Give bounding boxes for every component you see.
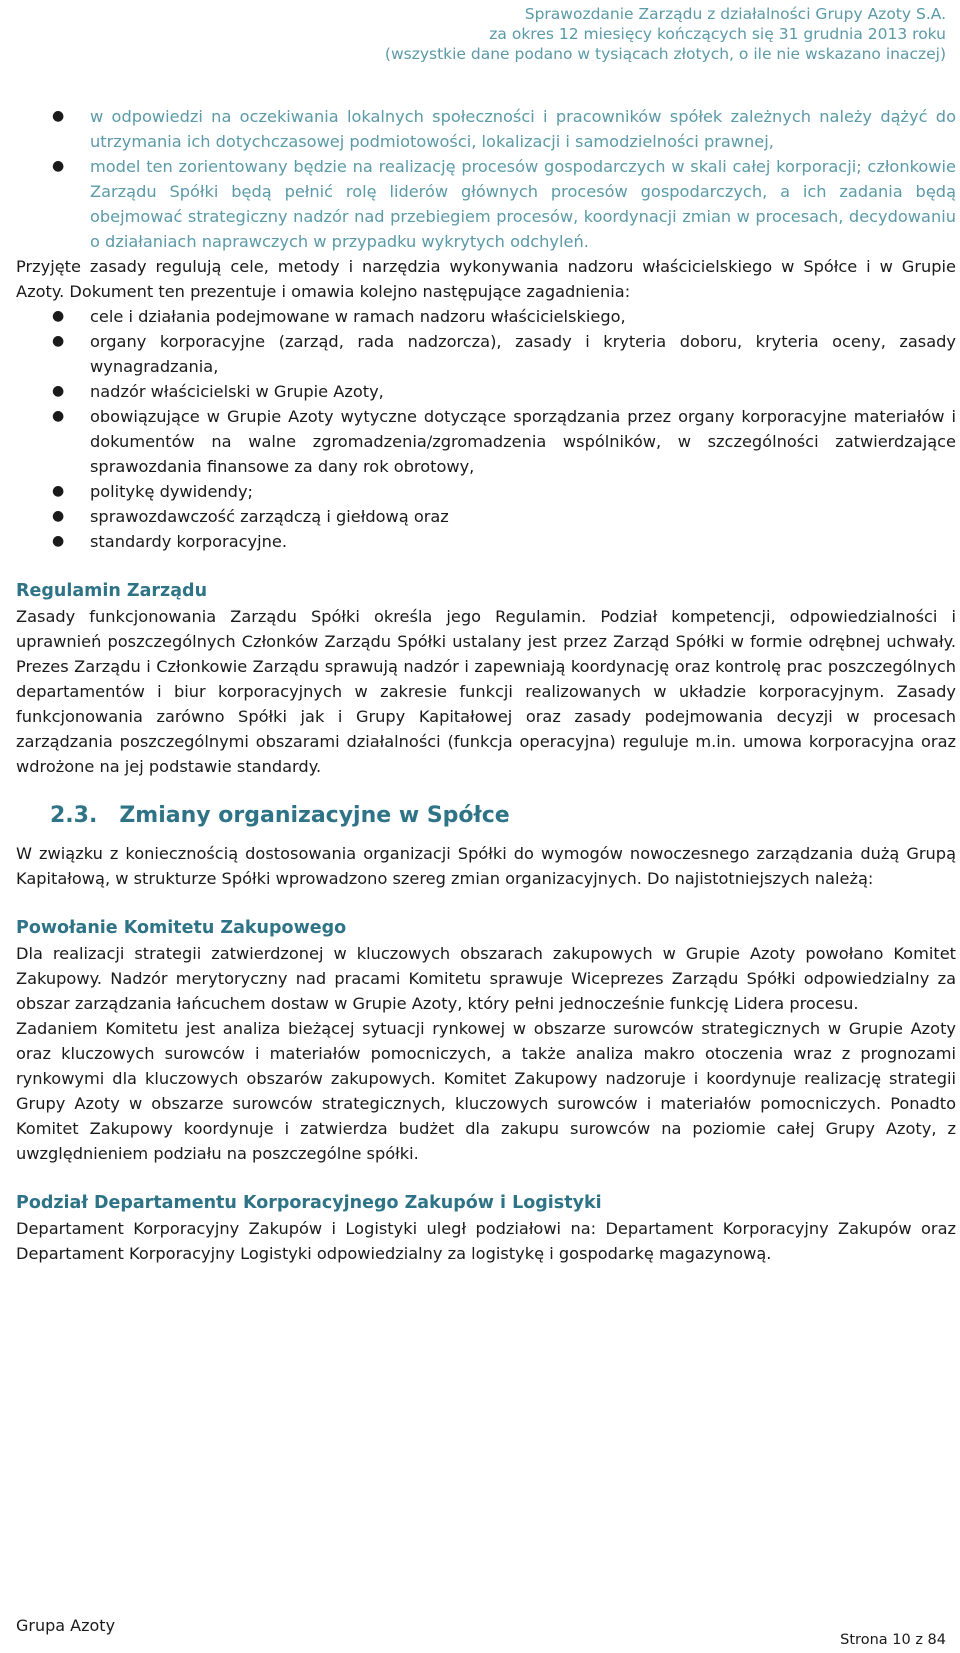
page-header — [385, 4, 946, 64]
list-item: ● model ten zorientowany będzie na realizację procesów gospodarczych w skali całej korporacji; członkowie Zarządu Spółki będą pełnić rolę liderów głównych procesów gospodarczych, a ich zadania będą obejmować strategiczny nadzór nad przebiegiem procesów, koordynacji zmian w procesach, decydowaniu o działaniach naprawczych w przypadku wykrytych odchyleń. — [16, 154, 956, 254]
bullet-icon: ● — [52, 158, 65, 174]
podzial-heading: Podział Departamentu Korporacyjnego Zakupów i Logistyki — [16, 1193, 602, 1213]
footer-company: Grupa Azoty — [16, 1616, 116, 1635]
list-item: ● politykę dywidendy; — [16, 479, 956, 504]
policy-bullet-list — [16, 304, 956, 554]
list-item: ● standardy korporacyjne. — [16, 529, 956, 554]
section-number: 2.3. — [50, 803, 98, 828]
list-item: ● obowiązujące w Grupie Azoty wytyczne dotyczące sporządzania przez organy korporacyjne materiałów i dokumentów na walne zgromadzenia/zgromadzenia wspólników, w szczególności zatwierdzające sprawozdania finansowe za dany rok obrotowy, — [16, 404, 956, 479]
regulamin-heading: Regulamin Zarządu — [16, 581, 208, 601]
bullet-icon: ● — [52, 383, 65, 399]
bullet-icon: ● — [52, 308, 65, 324]
section-heading — [50, 801, 956, 831]
bullet-icon: ● — [52, 483, 65, 499]
intro-bullet-list — [16, 104, 956, 254]
podzial-paragraph: Departament Korporacyjny Zakupów i Logistyki uległ podziałowi na: Departament Korporacyjny Zakupów oraz Departament Korporacyjny Logistyki odpowiedzialny za logistykę i gospodarkę magazynową. — [16, 1219, 956, 1263]
list-item: ● cele i działania podejmowane w ramach nadzoru właścicielskiego, — [16, 304, 956, 329]
list-item: ● w odpowiedzi na oczekiwania lokalnych społeczności i pracowników spółek zależnych należy dążyć do utrzymania ich dotychczasowej podmiotowości, lokalizacji i samodzielności prawnej, — [16, 104, 956, 154]
header-period: za okres 12 miesięcy kończących się 31 grudnia 2013 roku — [489, 25, 946, 43]
header-title: Sprawozdanie Zarządu z działalności Grupy Azoty S.A. — [524, 5, 946, 23]
list-item: ● nadzór właścicielski w Grupie Azoty, — [16, 379, 956, 404]
header-note: (wszystkie dane podano w tysiącach złotych, o ile nie wskazano inaczej) — [384, 45, 946, 63]
list-item: ● sprawozdawczość zarządczą i giełdową oraz — [16, 504, 956, 529]
section-title: Zmiany organizacyjne w Spółce — [119, 803, 510, 828]
page-number: Strona 10 z 84 — [840, 1632, 946, 1648]
bullet-icon: ● — [52, 333, 65, 349]
bullet-icon: ● — [52, 533, 65, 549]
bullet-icon: ● — [52, 508, 65, 524]
regulamin-paragraph: Zasady funkcjonowania Zarządu Spółki określa jego Regulamin. Podział kompetencji, odpowiedzialności i uprawnień poszczególnych Członków Zarządu Spółki ustalany jest przez Zarząd Spółki w formie odrębnej uchwały. Prezes Zarządu i Członkowie Zarządu sprawują nadzór i zapewniają koordynację oraz kontrolę prac poszczególnych departamentów i biur korporacyjnych w zakresie funkcji realizowanych w układzie korporacyjnym. Zasady funkcjonowania zarówno Spółki jak i Grupy Kapitałowej oraz zasady podejmowania decyzji w procesach zarządzania poszczególnymi obszarami działalności (funkcja operacyjna) reguluje m.in. umowa korporacyjna oraz wdrożone na jej podstawie standardy. — [16, 607, 956, 776]
list-item: ● organy korporacyjne (zarząd, rada nadzorcza), zasady i kryteria doboru, kryteria oceny, zasady wynagradzania, — [16, 329, 956, 379]
bullet-icon: ● — [52, 408, 65, 424]
komitet-heading: Powołanie Komitetu Zakupowego — [16, 918, 347, 938]
page-content — [16, 104, 956, 1266]
policy-paragraph: Przyjęte zasady regulują cele, metody i narzędzia wykonywania nadzoru właścicielskiego w Spółce i w Grupie Azoty. Dokument ten prezentuje i omawia kolejno następujące zagadnienia: — [16, 257, 956, 301]
komitet-paragraph-2: Zadaniem Komitetu jest analiza bieżącej sytuacji rynkowej w obszarze surowców strategicznych w Grupie Azoty oraz kluczowych surowców i materiałów pomocniczych, a także analiza makro otoczenia wraz z prognozami rynkowymi dla kluczowych obszarów zakupowych. Komitet Zakupowy nadzoruje i koordynuje realizację strategii Grupy Azoty w obszarze surowców strategicznych, kluczowych surowców i materiałów pomocniczych. Ponadto Komitet Zakupowy koordynuje i zatwierdza budżet dla zakupu surowców na poziomie całej Grupy Azoty, z uwzględnieniem podziału na poszczególne spółki. — [16, 1019, 956, 1163]
komitet-paragraph-1: Dla realizacji strategii zatwierdzonej w kluczowych obszarach zakupowych w Grupie Azoty powołano Komitet Zakupowy. Nadzór merytoryczny nad pracami Komitetu sprawuje Wiceprezes Zarządu Spółki odpowiedzialny za obszar zarządzania łańcuchem dostaw w Grupie Azoty, który pełni jednocześnie funkcję Lidera procesu. — [16, 944, 956, 1013]
section-intro: W związku z koniecznością dostosowania organizacji Spółki do wymogów nowoczesnego zarządzania dużą Grupą Kapitałową, w strukturze Spółki wprowadzono szereg zmian organizacyjnych. Do najistotniejszych należą: — [16, 844, 956, 888]
bullet-icon: ● — [52, 108, 65, 124]
